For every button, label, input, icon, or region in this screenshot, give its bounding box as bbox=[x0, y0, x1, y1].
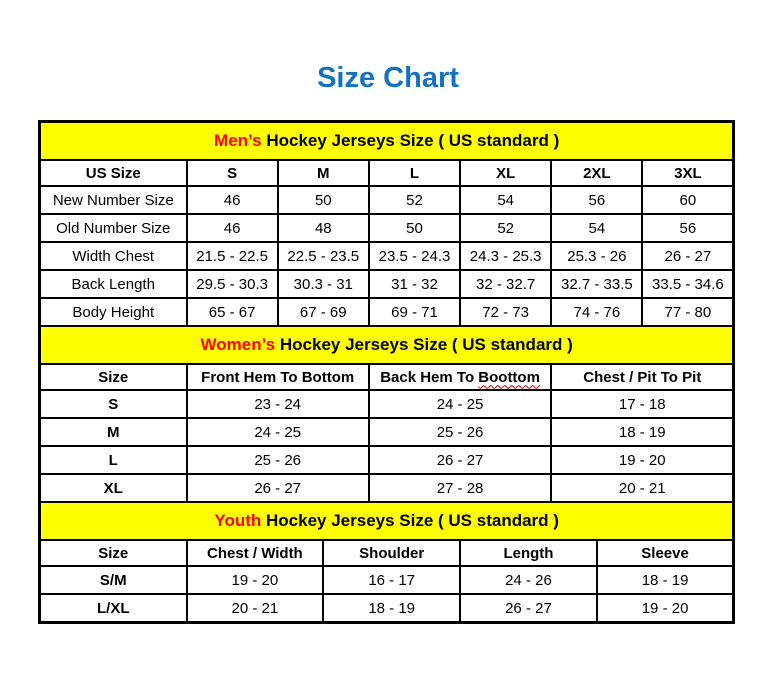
misspelled-word-squiggle: Boottom bbox=[478, 368, 540, 386]
cell: 46 bbox=[187, 214, 278, 242]
men-banner bbox=[40, 122, 734, 161]
youth-row-sm bbox=[40, 566, 734, 594]
cell: 24.3 - 25.3 bbox=[460, 242, 551, 270]
misspelled-prefix: Back Hem To bbox=[380, 368, 475, 386]
cell: 31 - 32 bbox=[369, 270, 460, 298]
men-row-width-chest bbox=[40, 242, 734, 270]
men-column-header: M bbox=[278, 160, 369, 186]
youth-banner bbox=[40, 502, 734, 540]
cell: 25 - 26 bbox=[369, 418, 551, 446]
cell: 23.5 - 24.3 bbox=[369, 242, 460, 270]
cell: 20 - 21 bbox=[551, 474, 734, 502]
cell: 26 - 27 bbox=[642, 242, 733, 270]
cell: 18 - 19 bbox=[551, 418, 734, 446]
youth-column-header: Length bbox=[460, 540, 597, 566]
size-chart-table bbox=[38, 120, 735, 624]
cell: 21.5 - 22.5 bbox=[187, 242, 278, 270]
cell: 18 - 19 bbox=[597, 566, 734, 594]
cell: 46 bbox=[187, 186, 278, 214]
women-row-m bbox=[40, 418, 734, 446]
cell: 50 bbox=[369, 214, 460, 242]
women-column-header-misspelled bbox=[369, 364, 551, 390]
cell: 26 - 27 bbox=[460, 594, 597, 623]
youth-header-row bbox=[40, 540, 734, 566]
cell: 25 - 26 bbox=[187, 446, 369, 474]
cell: 17 - 18 bbox=[551, 390, 734, 418]
men-banner-highlight: Men’s bbox=[214, 131, 262, 150]
women-banner bbox=[40, 326, 734, 364]
men-column-header: L bbox=[369, 160, 460, 186]
men-row-old-number-size bbox=[40, 214, 734, 242]
women-row-s bbox=[40, 390, 734, 418]
cell: 25.3 - 26 bbox=[551, 242, 642, 270]
men-column-header: 2XL bbox=[551, 160, 642, 186]
cell: 26 - 27 bbox=[369, 446, 551, 474]
row-label: L/XL bbox=[40, 594, 187, 623]
cell: 69 - 71 bbox=[369, 298, 460, 326]
cell: 16 - 17 bbox=[323, 566, 460, 594]
cell: 30.3 - 31 bbox=[278, 270, 369, 298]
cell: 29.5 - 30.3 bbox=[187, 270, 278, 298]
cell: 18 - 19 bbox=[323, 594, 460, 623]
cell: 20 - 21 bbox=[187, 594, 324, 623]
women-row-xl bbox=[40, 474, 734, 502]
cell: 24 - 25 bbox=[187, 418, 369, 446]
cell: 67 - 69 bbox=[278, 298, 369, 326]
youth-banner-highlight: Youth bbox=[214, 511, 262, 530]
row-label: XL bbox=[40, 474, 187, 502]
men-column-header: 3XL bbox=[642, 160, 733, 186]
row-label: L bbox=[40, 446, 187, 474]
cell: 52 bbox=[460, 214, 551, 242]
cell: 33.5 - 34.6 bbox=[642, 270, 733, 298]
women-column-header: Chest / Pit To Pit bbox=[551, 364, 734, 390]
men-row-body-height bbox=[40, 298, 734, 326]
men-column-header: S bbox=[187, 160, 278, 186]
cell: 60 bbox=[642, 186, 733, 214]
youth-column-header: Chest / Width bbox=[187, 540, 324, 566]
cell: 50 bbox=[278, 186, 369, 214]
women-column-header: Front Hem To Bottom bbox=[187, 364, 369, 390]
row-label: Back Length bbox=[40, 270, 187, 298]
men-column-header: US Size bbox=[40, 160, 187, 186]
row-label: Width Chest bbox=[40, 242, 187, 270]
cell: 32.7 - 33.5 bbox=[551, 270, 642, 298]
men-header-row bbox=[40, 160, 734, 186]
cell: 22.5 - 23.5 bbox=[278, 242, 369, 270]
page-title: Size Chart bbox=[317, 62, 459, 94]
row-label: New Number Size bbox=[40, 186, 187, 214]
cell: 24 - 25 bbox=[369, 390, 551, 418]
women-header-row bbox=[40, 364, 734, 390]
cell: 77 - 80 bbox=[642, 298, 733, 326]
cell: 32 - 32.7 bbox=[460, 270, 551, 298]
women-banner-rest: Hockey Jerseys Size ( US standard ) bbox=[279, 335, 573, 354]
women-banner-highlight: Women’s bbox=[200, 335, 276, 354]
women-column-header: Size bbox=[40, 364, 187, 390]
youth-column-header: Shoulder bbox=[323, 540, 460, 566]
youth-banner-rest: Hockey Jerseys Size ( US standard ) bbox=[266, 511, 559, 530]
cell: 27 - 28 bbox=[369, 474, 551, 502]
cell: 74 - 76 bbox=[551, 298, 642, 326]
men-banner-row bbox=[40, 122, 734, 161]
row-label: Body Height bbox=[40, 298, 187, 326]
men-banner-rest: Hockey Jerseys Size ( US standard ) bbox=[266, 131, 560, 150]
cell: 54 bbox=[460, 186, 551, 214]
men-column-header: XL bbox=[460, 160, 551, 186]
cell: 65 - 67 bbox=[187, 298, 278, 326]
men-row-back-length bbox=[40, 270, 734, 298]
cell: 72 - 73 bbox=[460, 298, 551, 326]
cell: 56 bbox=[642, 214, 733, 242]
men-row-new-number-size bbox=[40, 186, 734, 214]
youth-column-header: Size bbox=[40, 540, 187, 566]
cell: 48 bbox=[278, 214, 369, 242]
row-label: S bbox=[40, 390, 187, 418]
row-label: Old Number Size bbox=[40, 214, 187, 242]
cell: 19 - 20 bbox=[551, 446, 734, 474]
cell: 56 bbox=[551, 186, 642, 214]
women-row-l bbox=[40, 446, 734, 474]
cell: 19 - 20 bbox=[187, 566, 324, 594]
youth-banner-row bbox=[40, 502, 734, 540]
cell: 26 - 27 bbox=[187, 474, 369, 502]
cell: 23 - 24 bbox=[187, 390, 369, 418]
row-label: M bbox=[40, 418, 187, 446]
cell: 54 bbox=[551, 214, 642, 242]
cell: 19 - 20 bbox=[597, 594, 734, 623]
cell: 24 - 26 bbox=[460, 566, 597, 594]
women-banner-row bbox=[40, 326, 734, 364]
youth-row-lxl bbox=[40, 594, 734, 623]
cell: 52 bbox=[369, 186, 460, 214]
youth-column-header: Sleeve bbox=[597, 540, 734, 566]
row-label: S/M bbox=[40, 566, 187, 594]
